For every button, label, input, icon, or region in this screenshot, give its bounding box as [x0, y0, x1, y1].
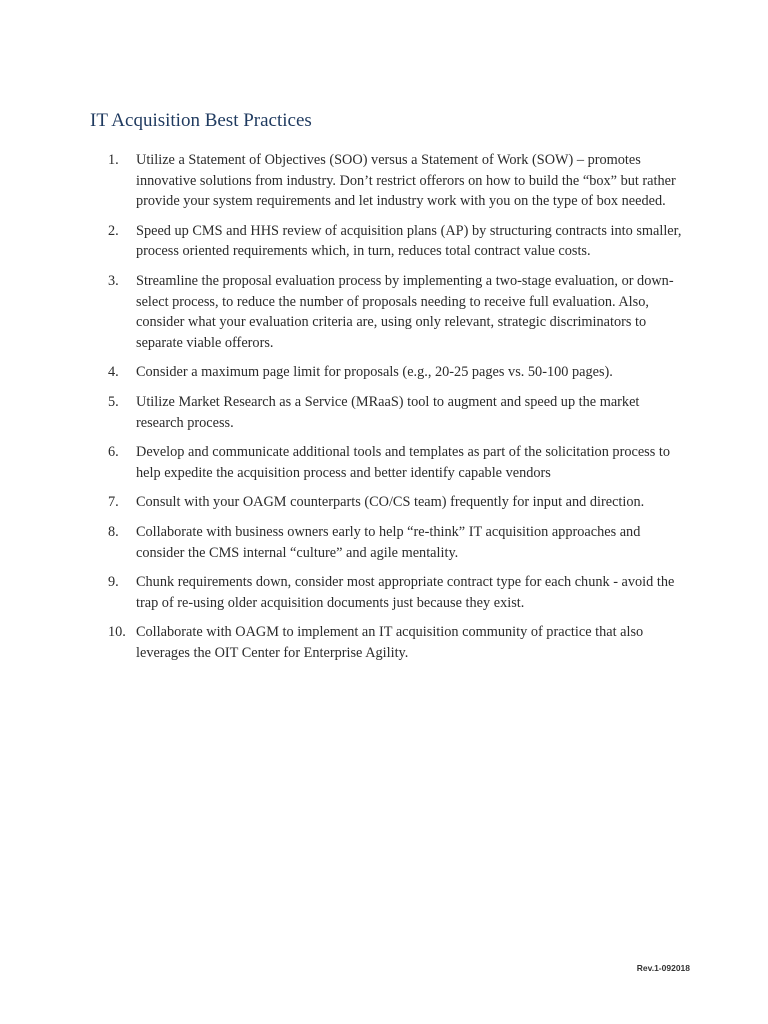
item-number: 5. — [108, 393, 119, 410]
item-text: Utilize Market Research as a Service (MRaaS) tool to augment and speed up the market research process. — [136, 393, 640, 431]
list-item — [108, 271, 688, 353]
list-item — [108, 150, 688, 212]
list-item — [108, 492, 688, 513]
item-number: 6. — [108, 444, 119, 461]
item-number: 10. — [108, 624, 126, 641]
item-number: 2. — [108, 222, 119, 239]
item-number: 7. — [108, 494, 119, 511]
item-text: Collaborate with OAGM to implement an IT acquisition community of practice that also leverages the OIT Center for Enterprise Agility. — [136, 624, 644, 661]
item-text: Utilize a Statement of Objectives (SOO) versus a Statement of Work (SOW) – promotes innovative solutions from industry. Don’t restrict offerors on how to build the “box” but rather provide your system requirements and let industry work with you on the type of box needed. — [136, 152, 676, 210]
list-item — [108, 442, 688, 483]
list-item — [108, 572, 688, 613]
item-text: Consult with your OAGM counterparts (CO/CS team) frequently for input and direction. — [136, 494, 645, 511]
item-text: Speed up CMS and HHS review of acquisition plans (AP) by structuring contracts into smaller, process oriented requirements which, in turn, reduces total contract value costs. — [136, 222, 682, 260]
item-number: 9. — [108, 574, 119, 591]
list-item — [108, 362, 688, 383]
list-item — [108, 622, 688, 663]
list-item — [108, 522, 688, 563]
item-text: Consider a maximum page limit for proposals (e.g., 20-25 pages vs. 50-100 pages). — [136, 364, 613, 381]
item-text: Collaborate with business owners early to help “re-think” IT acquisition approaches and consider the CMS internal “culture” and agile mentality. — [136, 523, 641, 561]
item-number: 3. — [108, 272, 119, 289]
item-text: Develop and communicate additional tools and templates as part of the solicitation process to help expedite the acquisition process and better identify capable vendors — [136, 444, 671, 481]
item-text: Streamline the proposal evaluation process by implementing a two-stage evaluation, or down-select process, to reduce the number of proposals needing to receive full evaluation. Also, consider what your evaluation criteria are, using only relevant, strategic discriminators to separate viable offerors. — [136, 272, 674, 351]
page-title: IT Acquisition Best Practices — [90, 110, 312, 131]
item-number: 8. — [108, 523, 119, 540]
item-number: 4. — [108, 364, 119, 381]
list-item — [108, 392, 688, 433]
item-text: Chunk requirements down, consider most appropriate contract type for each chunk - avoid the trap of re-using older acquisition documents just because they exist. — [136, 574, 675, 611]
list-item — [108, 221, 688, 262]
revision-label: Rev.1-092018 — [636, 963, 690, 973]
item-number: 1. — [108, 152, 119, 168]
best-practices-list — [108, 150, 688, 672]
